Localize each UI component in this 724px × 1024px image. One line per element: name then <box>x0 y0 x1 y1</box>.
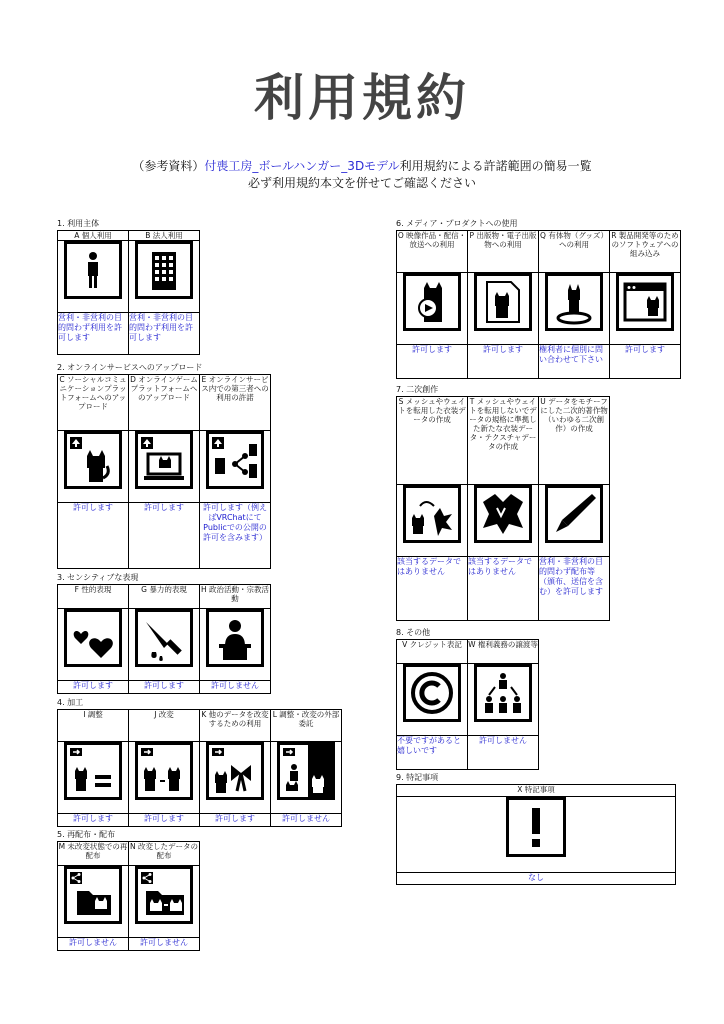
permission-value: 許可します <box>58 503 129 569</box>
col-label: J 改変 <box>129 710 200 742</box>
permission-value: 許可します <box>468 345 539 379</box>
permission-value: 営利・非営利の目的問わず配布等（頒布、送信を含む）を許可します <box>539 557 610 621</box>
subtitle-suffix: 利用規約による許諾範囲の簡易一覧 <box>399 159 592 173</box>
col-label: K 他のデータを改変するための利用 <box>200 710 271 742</box>
section-title: 4. 加工 <box>57 698 84 707</box>
window-cat-icon <box>616 273 674 331</box>
permission-value: 許可します <box>200 814 271 827</box>
permission-value: 許可しません <box>468 736 539 770</box>
video-cat-icon <box>403 273 461 331</box>
figure-cat-icon <box>545 273 603 331</box>
permission-value: 該当するデータではありません <box>468 557 539 621</box>
permission-value: 許可します <box>397 345 468 379</box>
book-cat-icon <box>474 273 532 331</box>
subtitle <box>0 158 724 192</box>
copyright-icon <box>403 664 461 722</box>
permission-value: 営利・非営利の目的問わず利用を許可します <box>58 313 129 355</box>
col-label: P 出版物・電子出版物への利用 <box>468 231 539 273</box>
col-label: W 権利義務の譲渡等 <box>468 640 539 664</box>
col-label: M 未改変状態での再配布 <box>58 842 129 866</box>
adjust-icon <box>64 742 122 800</box>
col-label: R 製品開発等のためのソフトウェアへの組み込み <box>610 231 681 273</box>
section-special-notes <box>396 772 676 885</box>
col-label: C ソーシャルコミュニケーションプラットフォームへのアップロード <box>58 375 129 431</box>
permission-value: 許可しません <box>200 681 271 694</box>
col-label: U データをモチーフにした二次的著作物（いわゆる二次創作）の作成 <box>539 397 610 485</box>
ribbon-icon <box>206 742 264 800</box>
permission-value: 許可します <box>610 345 681 379</box>
section-title: 5. 再配布・配布 <box>57 830 116 839</box>
costume-icon <box>474 485 532 543</box>
permission-value: 許可します <box>129 503 200 569</box>
podium-icon <box>206 609 264 667</box>
col-label: D オンラインゲームプラットフォームへのアップロード <box>129 375 200 431</box>
permission-value: 許可しません <box>58 938 129 951</box>
mesh-transfer-icon <box>403 485 461 543</box>
col-label: F 性的表現 <box>58 585 129 609</box>
exclamation-icon <box>506 797 566 857</box>
section-media-product <box>396 218 681 379</box>
modify-icon <box>135 742 193 800</box>
permission-value: 営利・非営利の目的問わず利用を許可します <box>129 313 200 355</box>
col-label: L 調整・改変の外部委託 <box>271 710 342 742</box>
col-label: I 調整 <box>58 710 129 742</box>
upload-cat-icon <box>64 431 122 489</box>
pen-icon <box>545 485 603 543</box>
permission-value: 許可しません <box>271 814 342 827</box>
section-other <box>396 627 539 770</box>
permission-value: 該当するデータではありません <box>397 557 468 621</box>
share-cats-icon <box>206 431 264 489</box>
col-label: G 暴力的表現 <box>129 585 200 609</box>
section-title: 7. 二次創作 <box>396 385 439 394</box>
section-title: 6. メディア・プロダクトへの使用 <box>396 219 518 228</box>
permission-value: 許可します <box>129 681 200 694</box>
section-online-upload <box>57 362 271 569</box>
col-label: V クレジット表記 <box>397 640 468 664</box>
permission-value: 許可します <box>58 681 129 694</box>
section-derivative <box>396 384 610 621</box>
building-icon <box>135 241 193 299</box>
section-title: 1. 利用主体 <box>57 219 100 228</box>
col-label: O 映像作品・配信・放送への利用 <box>397 231 468 273</box>
col-label: Q 有体物（グッズ）への利用 <box>539 231 610 273</box>
col-label: T メッシュやウェイトを転用しないでデータの規格に準拠した新たな衣装データ・テクスチャデータの作成 <box>468 397 539 485</box>
subtitle-note: 必ず利用規約本文を併せてご確認ください <box>247 176 476 190</box>
permission-value: 許可します（例えばVRChatにてPublicでの公開の許可を含みます） <box>200 503 271 569</box>
col-label: N 改変したデータの配布 <box>129 842 200 866</box>
page-title: 利用規約 <box>254 68 470 127</box>
section-redistribution <box>57 829 200 951</box>
permission-value: なし <box>397 873 676 885</box>
share-modified-icon <box>135 866 193 924</box>
person-icon <box>64 241 122 299</box>
hearts-icon <box>64 609 122 667</box>
share-folder-icon <box>64 866 122 924</box>
col-label: H 政治活動・宗教活動 <box>200 585 271 609</box>
section-title: 8. その他 <box>396 628 431 637</box>
col-label: B 法人利用 <box>129 231 200 241</box>
outsource-icon <box>277 742 335 800</box>
section-processing <box>57 697 342 827</box>
transfer-icon <box>474 664 532 722</box>
shop-link[interactable]: 付喪工房_ボールハンガー_3Dモデル <box>204 159 400 173</box>
permission-value: 権利者に個別に問い合わせて下さい <box>539 345 610 379</box>
subtitle-prefix: （参考資料） <box>132 159 205 173</box>
permission-value: 不要ですがあると嬉しいです <box>397 736 468 770</box>
permission-value: 許可しません <box>129 938 200 951</box>
section-sensitive <box>57 572 271 694</box>
section-usage-subject <box>57 218 200 355</box>
col-label: X 特記事項 <box>397 785 676 797</box>
section-title: 3. センシティブな表現 <box>57 573 139 582</box>
col-label: A 個人利用 <box>58 231 129 241</box>
section-title: 9. 特記事項 <box>396 773 439 782</box>
col-label: S メッシュやウェイトを転用した衣装データの作成 <box>397 397 468 485</box>
section-title: 2. オンラインサービスへのアップロード <box>57 363 203 372</box>
permission-value: 許可します <box>129 814 200 827</box>
col-label: E オンラインサービス内での第三者への利用の許諾 <box>200 375 271 431</box>
upload-pc-cat-icon <box>135 431 193 489</box>
permission-value: 許可します <box>58 814 129 827</box>
knife-icon <box>135 609 193 667</box>
